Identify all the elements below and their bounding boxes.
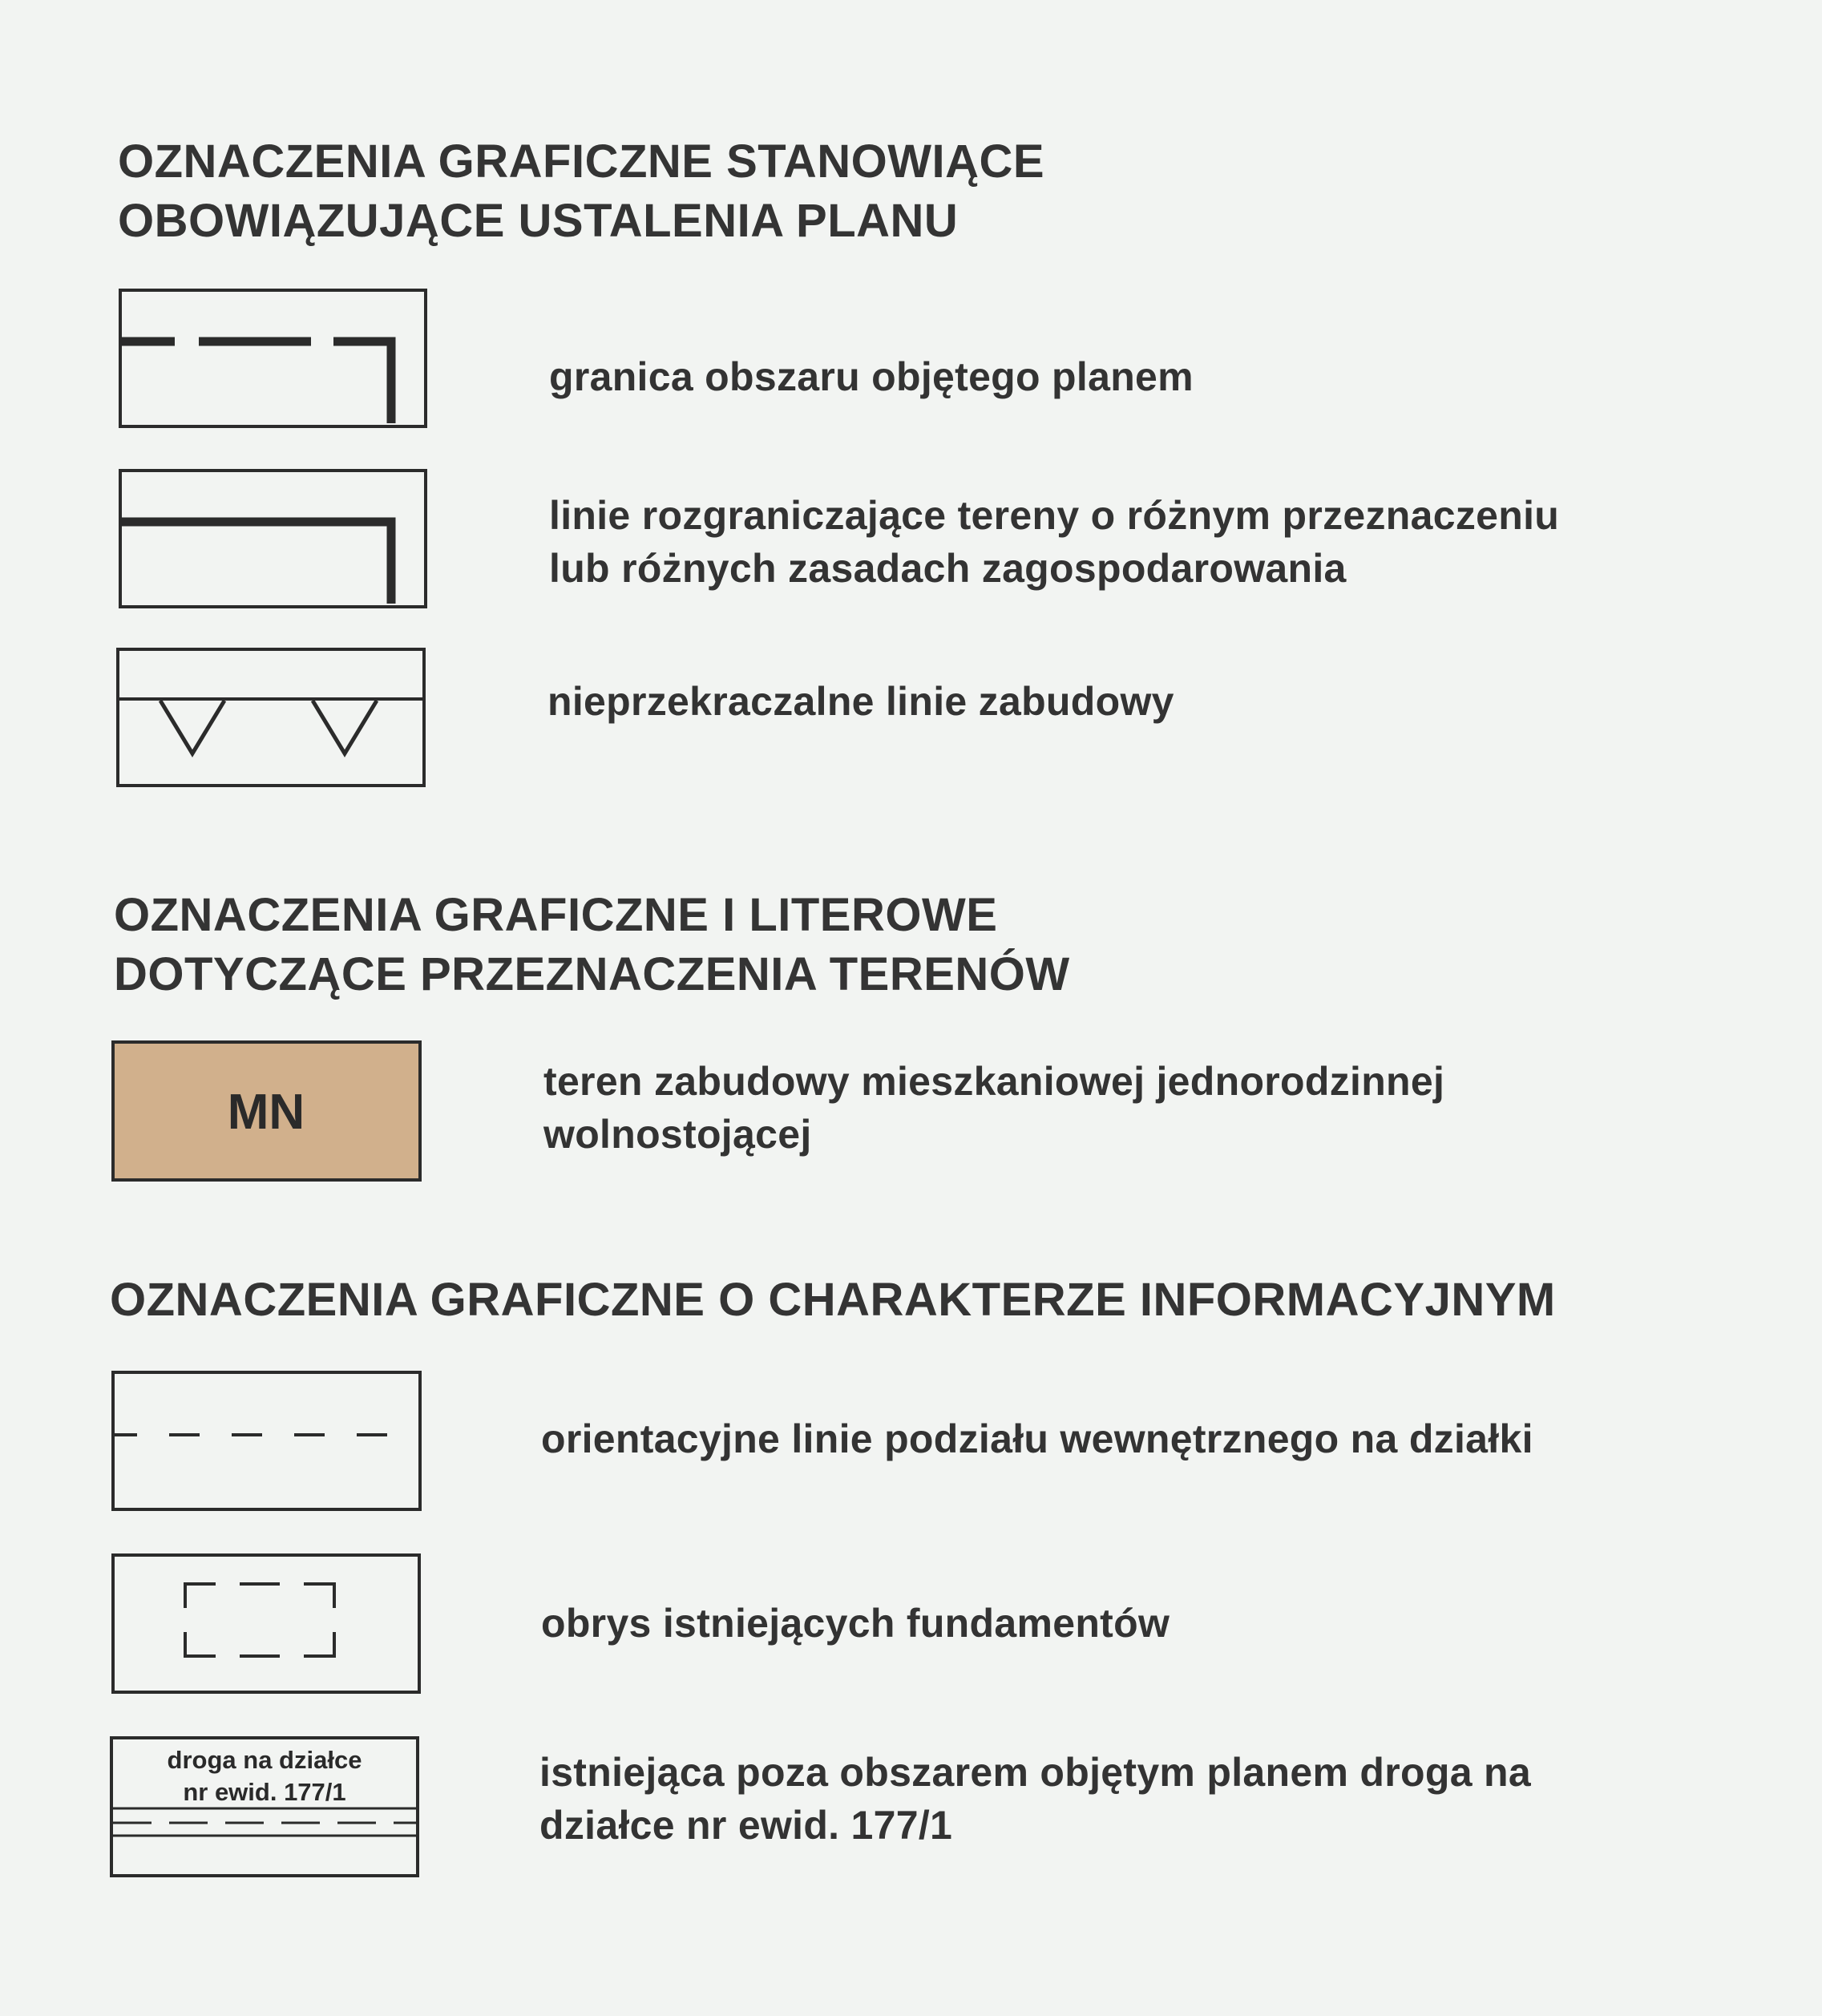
section-2-heading xyxy=(114,886,1070,1004)
description-line: wolnostojącej xyxy=(543,1112,812,1157)
description-line: linie rozgraniczające tereny o różnym przeznaczeniu xyxy=(549,493,1560,538)
road-label-line: droga na działce xyxy=(167,1746,362,1774)
description-line: istniejąca poza obszarem objętym planem droga na xyxy=(539,1750,1531,1795)
building-line-triangles-icon xyxy=(116,648,426,787)
legend-item-description xyxy=(549,350,1194,403)
road-symbol xyxy=(110,1736,419,1877)
legend-item-description xyxy=(543,1055,1444,1161)
mn-zone-label: MN xyxy=(227,1085,305,1140)
foundation-outline-icon xyxy=(111,1553,421,1694)
description-line: granica obszaru objętego planem xyxy=(549,354,1194,399)
description-line: nieprzekraczalne linie zabudowy xyxy=(547,679,1174,724)
section-3-heading xyxy=(110,1271,1556,1330)
heading-line: OZNACZENIA GRAFICZNE O CHARAKTERZE INFORMACYJNYM xyxy=(110,1274,1556,1326)
heading-line: OZNACZENIA GRAFICZNE I LITEROWE xyxy=(114,889,998,941)
legend-item-description xyxy=(539,1746,1531,1852)
description-line: orientacyjne linie podziału wewnętrznego na działki xyxy=(541,1416,1533,1461)
legend-item-description xyxy=(549,489,1559,595)
demarcation-solid-line-icon xyxy=(119,469,427,608)
heading-line: DOTYCZĄCE PRZEZNACZENIA TERENÓW xyxy=(114,948,1070,1000)
heading-line: OBOWIĄZUJĄCE USTALENIA PLANU xyxy=(118,195,959,247)
description-line: lub różnych zasadach zagospodarowania xyxy=(549,546,1347,591)
description-line: teren zabudowy mieszkaniowej jednorodzinnej xyxy=(543,1059,1445,1104)
section-1-heading xyxy=(118,132,1044,251)
road-label-line: nr ewid. 177/1 xyxy=(183,1778,346,1806)
legend-item-description xyxy=(541,1597,1170,1650)
mn-zone-swatch xyxy=(111,1040,422,1182)
plot-division-dashed-line-icon xyxy=(111,1371,422,1511)
legend-item-description xyxy=(547,675,1174,728)
description-line: obrys istniejących fundamentów xyxy=(541,1601,1170,1646)
plan-boundary-dashed-line-icon xyxy=(119,289,427,428)
legend-item-description xyxy=(541,1412,1533,1465)
heading-line: OZNACZENIA GRAFICZNE STANOWIĄCE xyxy=(118,135,1045,188)
description-line: działce nr ewid. 177/1 xyxy=(539,1803,953,1848)
